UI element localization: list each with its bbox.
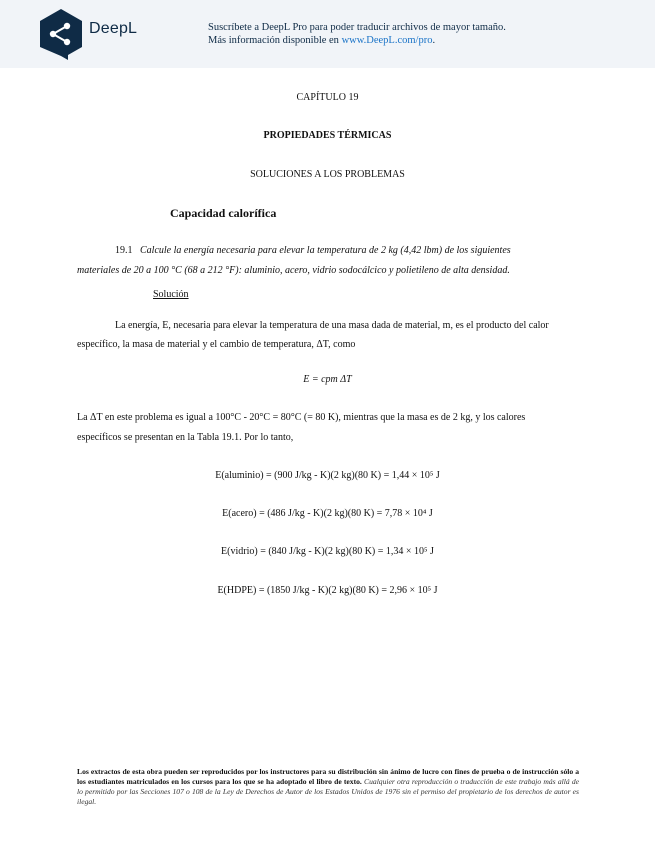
banner-message	[208, 21, 506, 47]
equation-vidrio: E(vidrio) = (840 J/kg - K)(2 kg)(80 K) = 1,34 × 10⁵ J	[221, 546, 434, 557]
equation-acero: E(acero) = (486 J/kg - K)(2 kg)(80 K) = 7,78 × 10⁴ J	[222, 508, 433, 519]
deepl-logo-text: DeepL	[89, 20, 138, 37]
footer-lead-text: Los extractos de esta obra pueden ser reproducidos por los instructores para su distribución sin ánimo de lucro con fines de prueba o de instrucción sólo a los estudiantes matriculados en los cursos para los que se ha adoptado el libro de texto.	[77, 767, 579, 786]
deepl-pro-link[interactable]: www.DeepL.com/pro	[341, 35, 433, 46]
deepl-logo-icon	[38, 8, 84, 60]
paragraph-2-line-1: La ΔT en este problema es igual a 100°C - 20°C = 80°C (= 80 K), mientras que la masa es de 2 kg, y los calores	[77, 412, 526, 423]
paragraph-2-line-2: específicos se presentan en la Tabla 19.1. Por lo tanto,	[77, 432, 294, 443]
energy-formula: E = cpm ΔT	[303, 374, 352, 385]
deepl-banner	[0, 0, 655, 68]
copyright-footer	[77, 767, 579, 807]
section-heading: Capacidad calorífica	[170, 206, 277, 220]
problem-statement-line-2: materiales de 20 a 100 °C (68 a 212 °F): aluminio, acero, vidrio sodocálcico y polietileno de alta densidad.	[77, 265, 510, 276]
chapter-subtitle: SOLUCIONES A LOS PROBLEMAS	[250, 169, 405, 180]
problem-number: 19.1	[115, 245, 133, 256]
paragraph-1-line-2: específico, la masa de material y el cambio de temperatura, ΔT, como	[77, 339, 356, 350]
chapter-title: PROPIEDADES TÉRMICAS	[263, 130, 392, 141]
banner-line-1: Suscríbete a DeepL Pro para poder traducir archivos de mayor tamaño.	[208, 22, 506, 33]
paragraph-1-line-1: La energía, E, necesaria para elevar la temperatura de una masa dada de material, m, es el producto del calor	[115, 320, 549, 331]
problem-statement-line-1: 19.1 Calcule la energía necesaria para elevar la temperatura de 2 kg (4,42 lbm) de los siguientes	[115, 245, 511, 256]
equation-hdpe: E(HDPE) = (1850 J/kg - K)(2 kg)(80 K) = 2,96 × 10⁵ J	[217, 585, 438, 596]
solution-label: Solución	[153, 289, 189, 300]
equation-aluminio: E(aluminio) = (900 J/kg - K)(2 kg)(80 K) = 1,44 × 10⁵ J	[215, 470, 440, 481]
chapter-label: CAPÍTULO 19	[296, 92, 359, 103]
footer-legal-text: Cualquier otra reproducción o traducción de este trabajo más allá de lo permitido por las Secciones 107 o 108 de la Ley de Derechos de Autor de los Estados Unidos de 1976 sin el permiso del propietario de los derechos de autor es ilegal.	[77, 777, 579, 806]
banner-line-2: Más información disponible en www.DeepL.com/pro.	[208, 35, 436, 46]
